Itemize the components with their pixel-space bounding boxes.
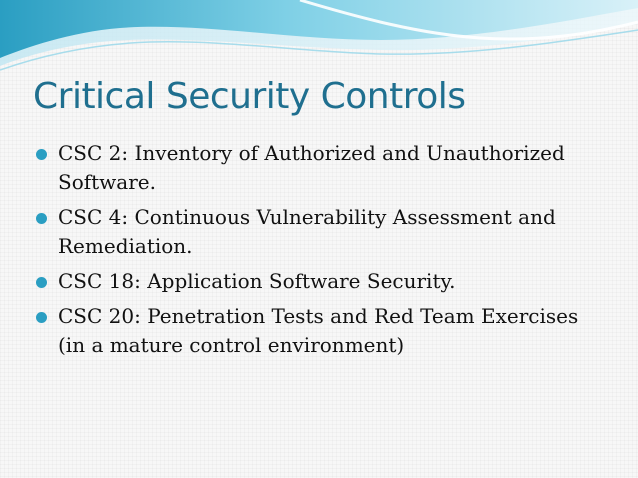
list-item (30, 302, 610, 360)
bullet-text: CSC 20: Penetration Tests and Red Team Exercises (in a mature control environment) (58, 304, 579, 357)
bullet-dot-icon (36, 312, 47, 323)
bullet-dot-icon (36, 149, 47, 160)
slide-title: Critical Security Controls (33, 76, 466, 117)
bullet-dot-icon (36, 277, 47, 288)
list-item (30, 267, 610, 296)
bullet-text: CSC 2: Inventory of Authorized and Unauthorized Software. (58, 141, 565, 194)
bullet-list (30, 139, 610, 366)
bullet-dot-icon (36, 213, 47, 224)
list-item (30, 139, 610, 197)
list-item (30, 203, 610, 261)
bullet-text: CSC 18: Application Software Security. (58, 269, 456, 293)
bullet-text: CSC 4: Continuous Vulnerability Assessment and Remediation. (58, 205, 556, 258)
header-wave-decoration (0, 0, 638, 80)
